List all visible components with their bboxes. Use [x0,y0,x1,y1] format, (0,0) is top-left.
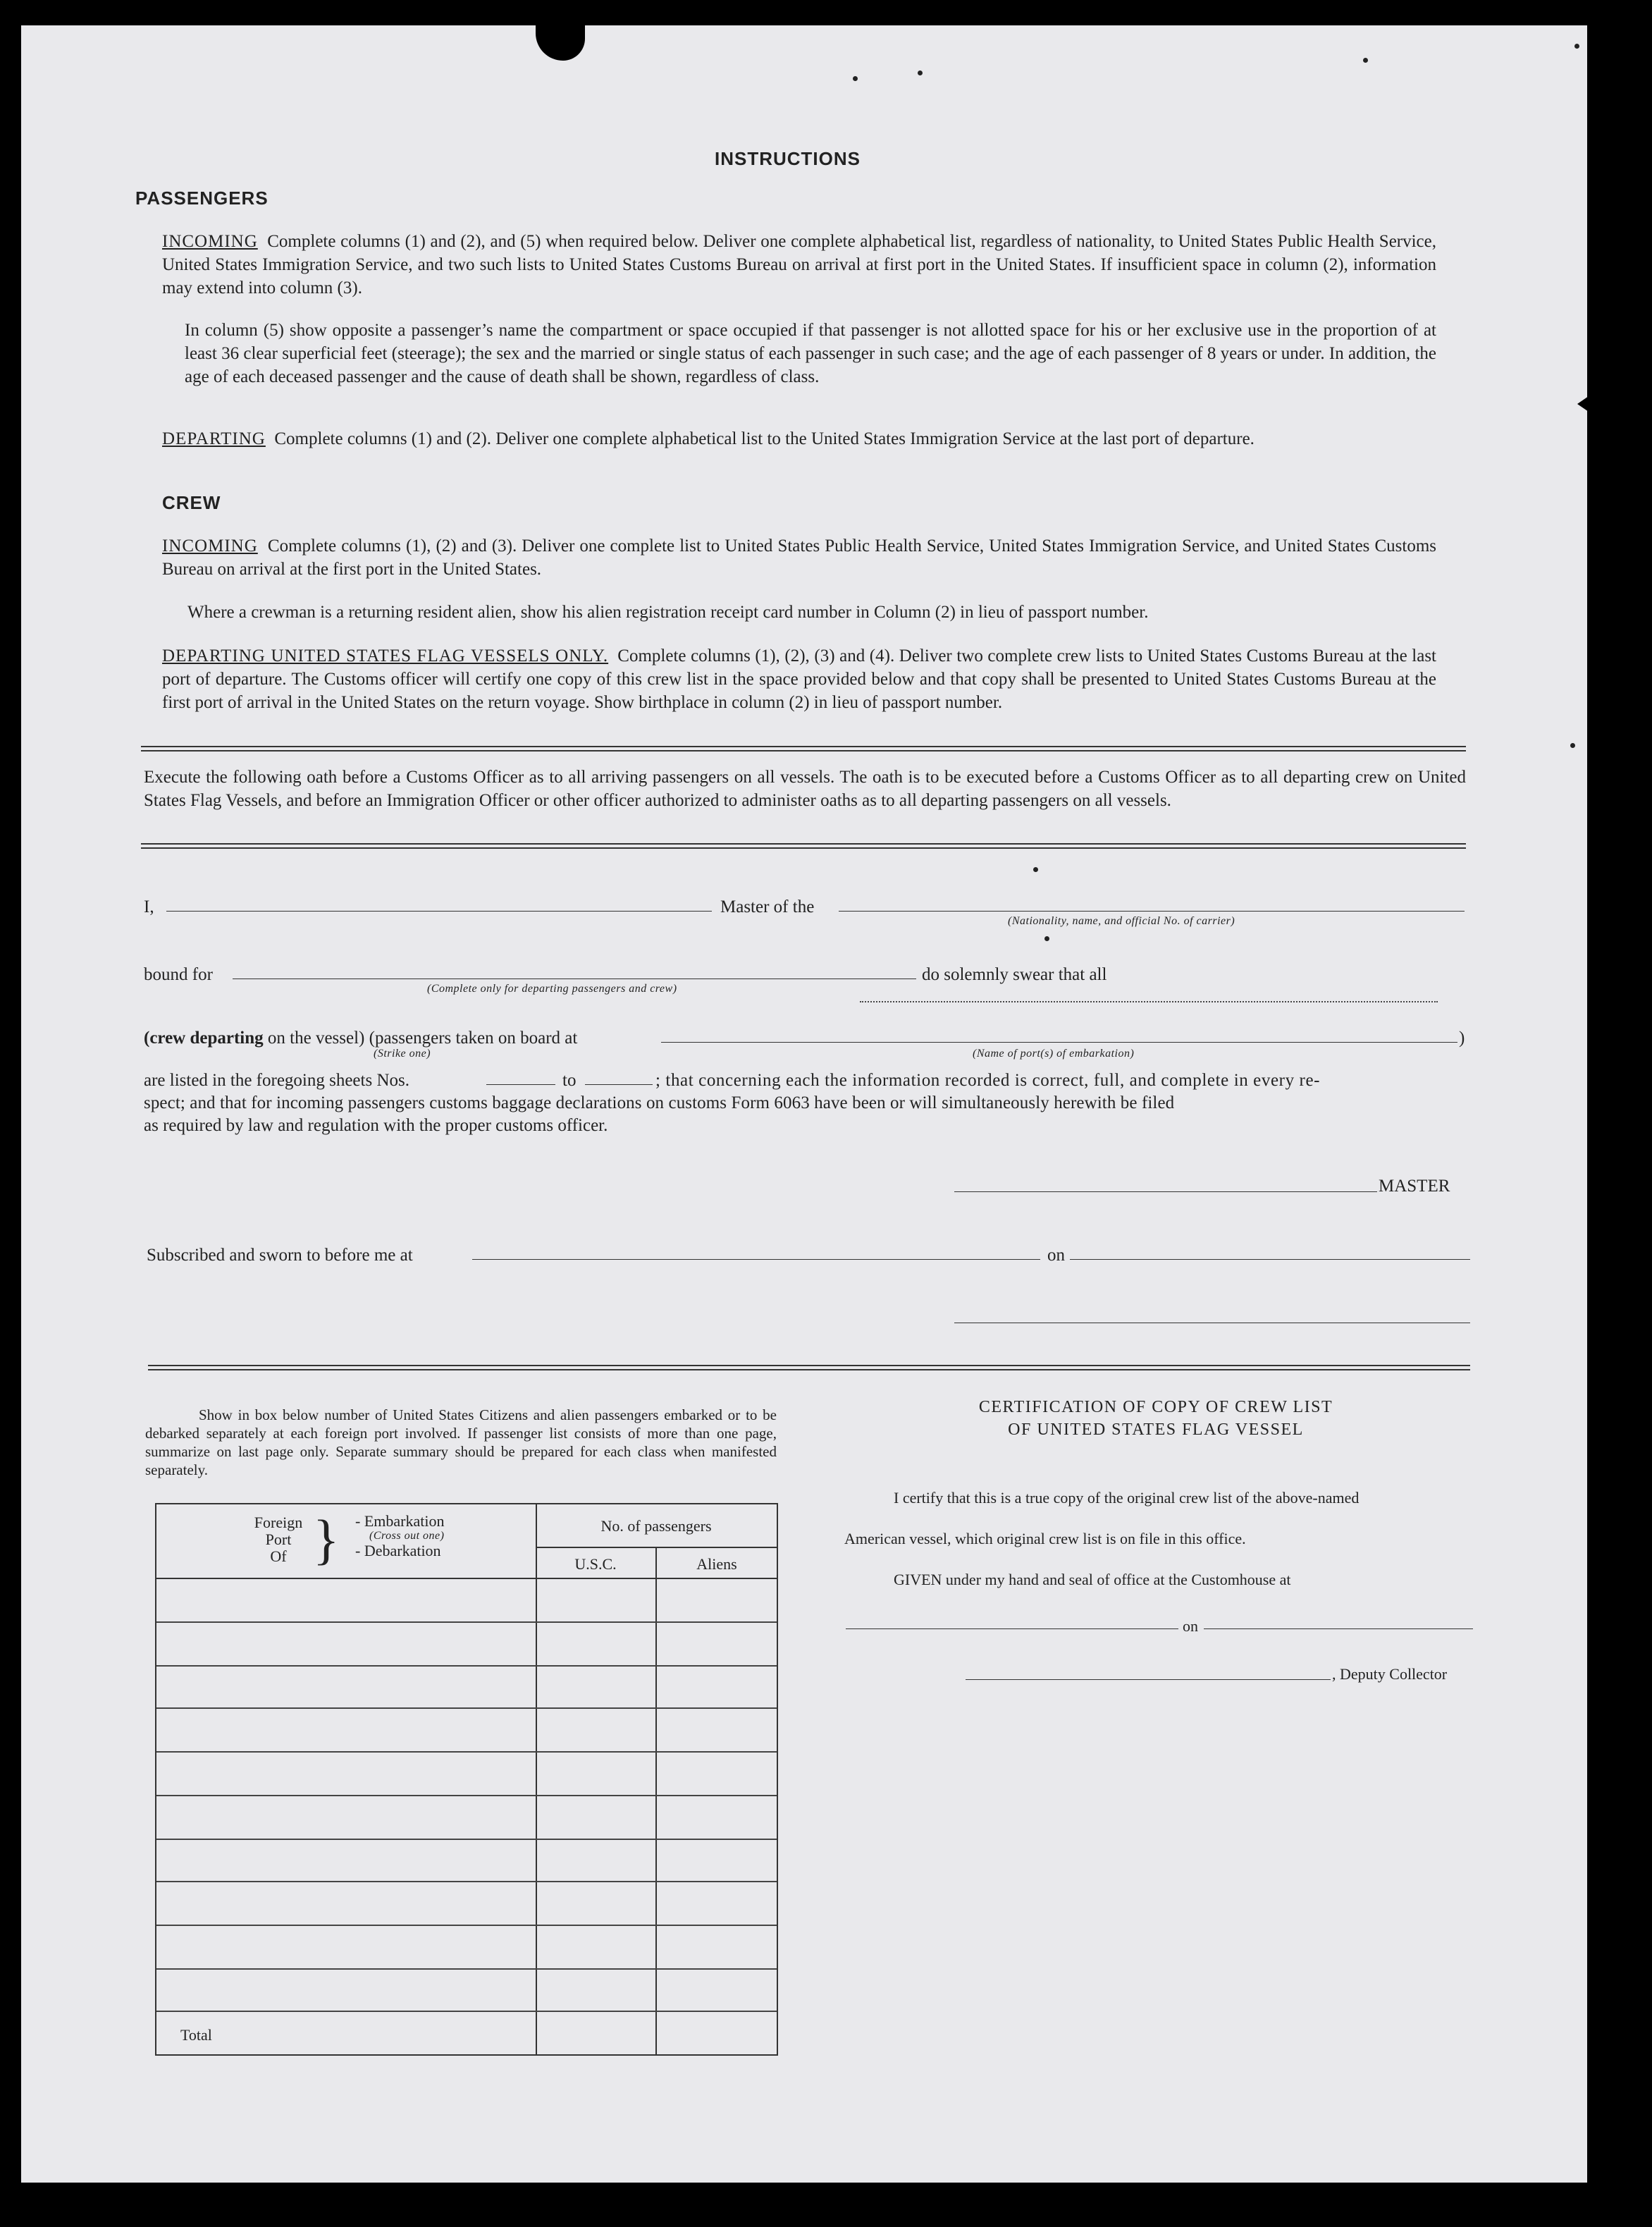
foreign-port-of-label: Foreign Port Of [254,1514,303,1565]
certify-text-line2: American vessel, which original crew list is on file in this office. [844,1530,1246,1547]
listed-text-2: spect; and that for incoming passengers customs baggage declarations on customs Form 6063 have been or will simultaneously herewith be filed [144,1093,1175,1112]
certify-text-line1: I certify that this is a true copy of the original crew list of the above-named [894,1489,1360,1507]
cert-on-label: on [1183,1617,1198,1635]
oath-intro: Execute the following oath before a Customs Officer as to all arriving passengers on all vessels. The oath is to be executed before a Customs Officer as to all departing crew on United States Flag Vessels, and before an Immigration Officer or other officer authorized to administer oaths as to all departing passengers on all vessels. [144,768,1466,810]
table-row[interactable] [156,1621,777,1623]
solemnly-swear-label: do solemnly swear that all [922,965,1107,984]
crew-incoming-label: INCOMING [162,536,258,556]
passengers-incoming-label: INCOMING [162,232,258,251]
sheet-from-field[interactable] [486,1084,555,1085]
crewman-paragraph: Where a crewman is a returning resident alien, show his alien registration receipt card number in Column (2) in lieu of passport number. [187,603,1149,622]
table-row[interactable] [156,1839,777,1840]
master-of-label: Master of the [720,897,815,916]
col-divider-2 [655,1548,657,2054]
scan-mark [918,70,923,75]
sworn-date-field[interactable] [1070,1259,1470,1260]
crew-departing-paragraph [162,644,1436,714]
crew-incoming-text: Complete columns (1), (2) and (3). Deliver one complete list to United States Public Health Service, United States Immigration Service, and United States Customs Bureau on arrival at the first port in the United States. [162,536,1436,579]
sworn-place-field[interactable] [472,1259,1040,1260]
column5-paragraph: In column (5) show opposite a passenger’s name the compartment or space occupied if that passenger is not allotted space for his or her exclusive use in the proportion of at least 36 clear superficial feet (steerage); the sex and the married or single status of each passenger in such case; and the age of each passenger of 8 years or under. In addition, the age of each deceased passenger and the cause of death shall be shown, regardless of class. [185,321,1436,386]
scan-mark [1044,936,1049,941]
table-row[interactable] [156,1751,777,1753]
embark-debark-options[interactable]: - Embarkation (Cross out one) - Debarkation [355,1512,445,1559]
scan-mark [853,76,858,81]
passengers-departing-label: DEPARTING [162,429,266,448]
bound-for-field[interactable] [233,978,916,979]
passengers-incoming-text: Complete columns (1) and (2), and (5) when required below. Deliver one complete alphabetical list, regardless of nationality, to United States Public Health Service, United States Immigration Service, and two such lists to United States Customs Bureau on arrival at first port in the United States. If insufficient space in column (2), information may extend into column (3). [162,232,1437,297]
faint-dotted-line [860,1001,1438,1002]
strike-one-hint: (Strike one) [374,1048,431,1060]
instructions-title: INSTRUCTIONS [715,148,861,169]
divider-2 [141,843,1466,849]
bound-for-hint: (Complete only for departing passengers and crew) [427,983,677,995]
certification-title: CERTIFICATION OF COPY OF CREW LIST OF UNITED STATES FLAG VESSEL [978,1398,1333,1439]
brace-glyph: } [313,1509,340,1570]
customhouse-field[interactable] [846,1628,1178,1629]
scan-mark [1570,743,1575,748]
divider-3 [148,1365,1470,1370]
oath-i-label: I, [144,897,154,916]
carrier-field[interactable] [839,911,1465,912]
cert-date-field[interactable] [1204,1628,1473,1629]
passenger-summary-table [155,1503,778,2056]
passengers-incoming-paragraph [162,230,1436,300]
ports-field[interactable] [661,1042,1457,1043]
ports-hint: (Name of port(s) of embarkation) [973,1048,1135,1060]
master-signature-field[interactable] [954,1191,1377,1192]
usc-header: U.S.C. [574,1555,617,1573]
sworn-on-label: on [1047,1246,1065,1265]
listed-text-1: ; that concerning each the information recorded is correct, full, and complete in every re- [655,1071,1321,1090]
col-divider-1 [536,1504,537,2054]
header-bottom [156,1578,777,1579]
divider-1 [141,746,1466,751]
nationality-hint: (Nationality, name, and official No. of carrier) [1008,915,1235,927]
table-row[interactable] [156,1968,777,1970]
given-text: GIVEN under my hand and seal of office at the Customhouse at [894,1571,1291,1588]
total-label: Total [180,2026,212,2044]
master-label: MASTER [1379,1177,1450,1196]
scan-mark [1363,58,1368,63]
close-paren: ) [1459,1029,1465,1048]
bound-for-label: bound for [144,965,213,984]
table-row[interactable] [156,1665,777,1667]
listed-text-3: as required by law and regulation with the proper customs officer. [144,1116,608,1135]
subscribed-label: Subscribed and sworn to before me at [147,1246,413,1265]
table-row[interactable] [156,1881,777,1882]
table-row[interactable] [156,1925,777,1926]
deputy-signature-field[interactable] [966,1679,1331,1680]
table-row[interactable] [156,1707,777,1709]
aliens-header: Aliens [696,1555,737,1573]
listed-prefix: are listed in the foregoing sheets Nos. [144,1071,409,1090]
header-split [536,1547,777,1548]
passengers-departing-text: Complete columns (1) and (2). Deliver one complete alphabetical list to the United States Immigration Service at the last port of departure. [274,429,1255,448]
sheet-to-field[interactable] [585,1084,653,1085]
crew-heading: CREW [162,492,221,513]
summary-intro: Show in box below number of United States Citizens and alien passengers embarked or to be debarked separately at each foreign port involved. If passenger list consists of more than one page, summarize on last page only. Separate summary should be prepared for each class when manifested separately. [145,1406,777,1478]
passengers-departing-paragraph [162,427,1436,450]
table-row[interactable] [156,1795,777,1796]
to-label: to [562,1071,577,1090]
scan-mark [1574,44,1579,49]
crew-incoming-paragraph [162,534,1436,581]
scan-mark [1033,867,1038,872]
passengers-heading: PASSENGERS [135,188,269,209]
master-name-field[interactable] [166,911,712,912]
table-row[interactable] [156,2011,777,2012]
no-passengers-header: No. of passengers [600,1517,712,1535]
crew-departing-option[interactable]: (crew departing on the vessel) (passengers taken on board at [144,1029,578,1048]
crew-departing-label: DEPARTING UNITED STATES FLAG VESSELS ONLY. [162,646,609,665]
deputy-collector-label: , Deputy Collector [1332,1665,1448,1683]
crew-departing-text: Complete columns (1), (2), (3) and (4). Deliver two complete crew lists to United States Customs Bureau at the last port of departure. The Customs officer will certify one copy of this crew list in the space provided below and that copy shall be presented to United States Customs Bureau at the first port of arrival in the United States on the return voyage. Show birthplace in column (2) in lieu of passport number. [162,646,1437,712]
